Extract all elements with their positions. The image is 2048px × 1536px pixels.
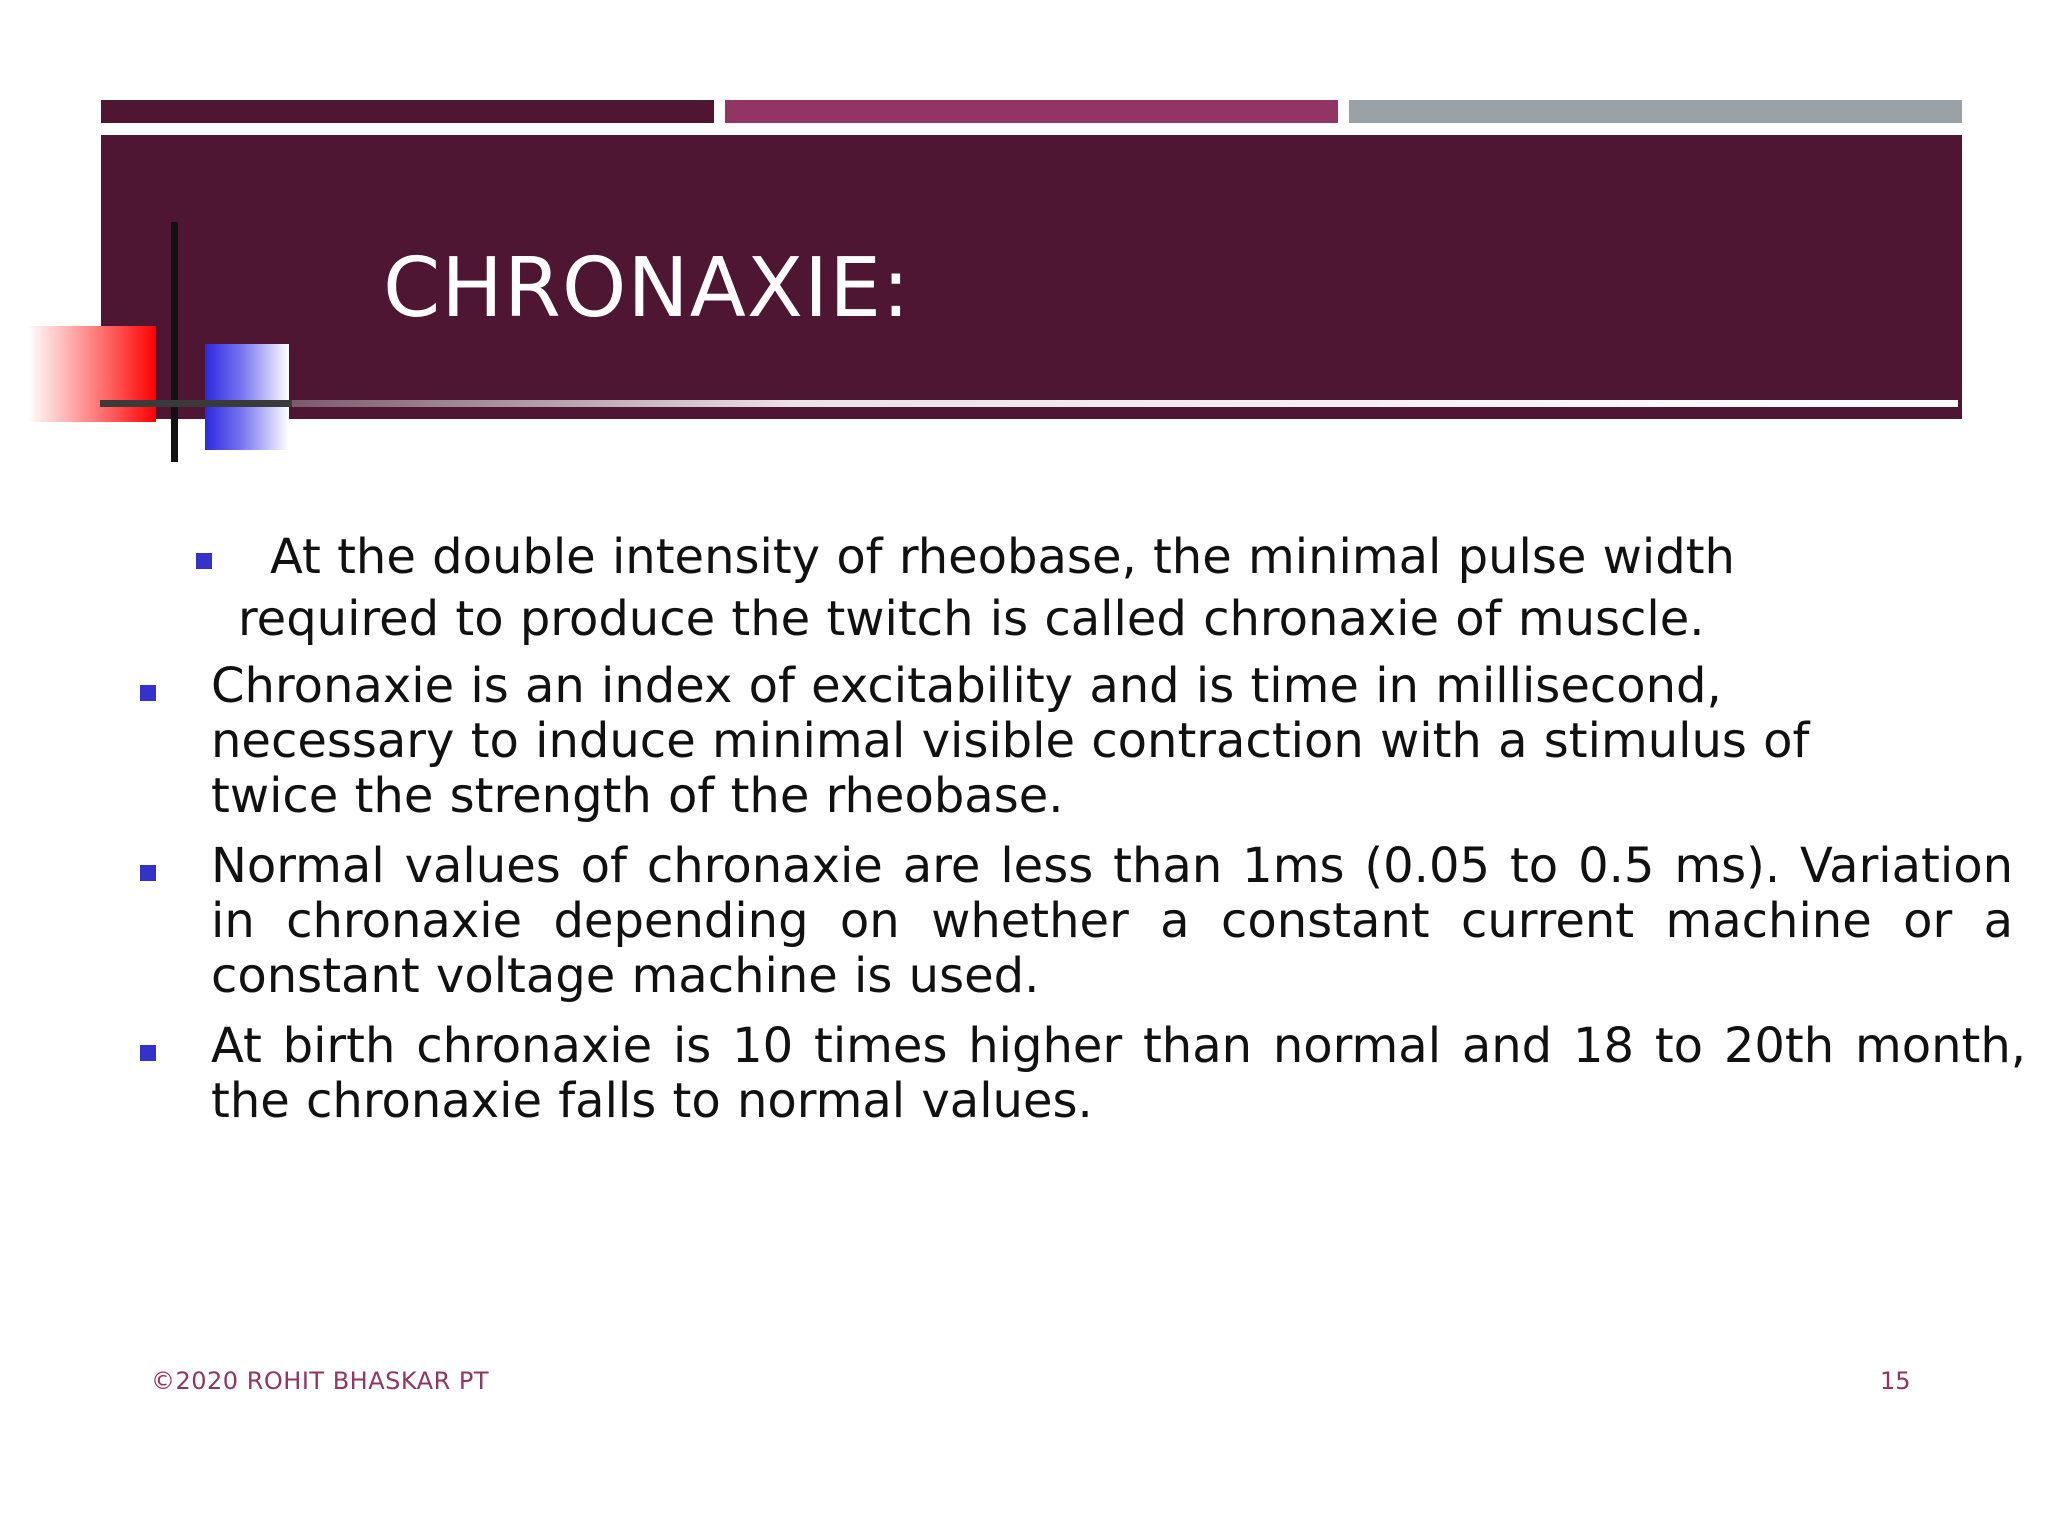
square-bullet-icon [140,685,156,701]
slide-number: 15 [1880,1367,1911,1395]
bullet-text-3: Normal values of chronaxie are less than 1ms (0.05 to 0.5 ms). Variation in chronaxie depending on whether a constant current machine or a constant voltage machine is used. [211,838,2013,1004]
slide-title: CHRONAXIE: [383,241,911,336]
square-bullet-icon [196,553,212,569]
bullet-text-2: Chronaxie is an index of excitability and is time in millisecond, necessary to induce minimal visible contraction with a stimulus of twice the strength of the rheobase. [211,658,1810,824]
square-bullet-icon [140,865,156,881]
bullet-text-4: At birth chronaxie is 10 times higher than normal and 18 to 20th month, the chronaxie falls to normal values. [211,1018,2026,1129]
bullet-text-1: At the double intensity of rheobase, the minimal pulse width required to produce the twitch is called chronaxie of muscle. [238,529,1735,647]
square-bullet-icon [140,1045,156,1061]
footer-copyright: ©2020 ROHIT BHASKAR PT [151,1367,490,1395]
